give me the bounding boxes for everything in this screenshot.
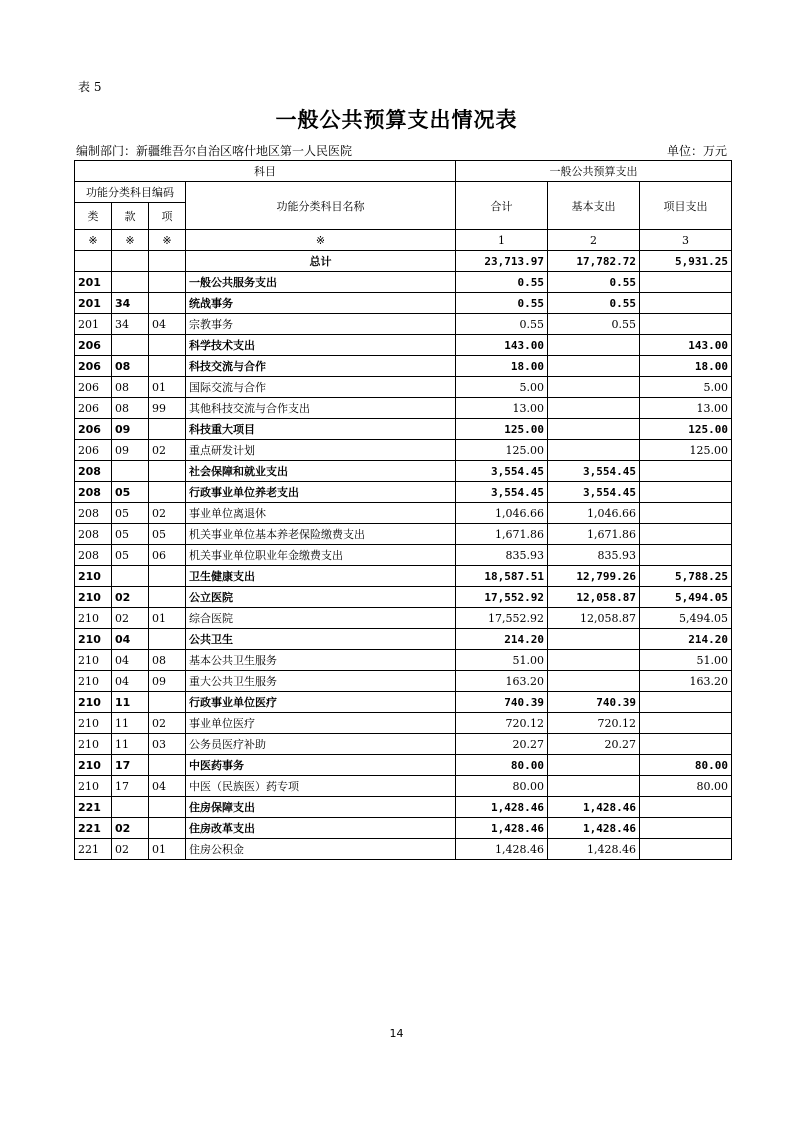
item-name: 重点研发计划 bbox=[186, 440, 456, 461]
item-name: 总计 bbox=[186, 251, 456, 272]
code-lei: 208 bbox=[75, 461, 112, 482]
table-row bbox=[75, 608, 732, 629]
header-func-code: 功能分类科目编码 bbox=[75, 182, 186, 203]
code-xiang bbox=[149, 692, 186, 713]
page-title: 一般公共预算支出情况表 bbox=[275, 108, 518, 132]
code-xiang bbox=[149, 356, 186, 377]
code-lei: 206 bbox=[75, 335, 112, 356]
code-kuan: 08 bbox=[112, 356, 149, 377]
code-kuan: 05 bbox=[112, 503, 149, 524]
code-lei: 208 bbox=[75, 524, 112, 545]
page-number: 14 bbox=[389, 1027, 404, 1040]
amount-total: 1,671.86 bbox=[456, 524, 548, 545]
amount-project bbox=[640, 692, 732, 713]
amount-project bbox=[640, 545, 732, 566]
code-lei: 206 bbox=[75, 419, 112, 440]
code-lei: 210 bbox=[75, 629, 112, 650]
amount-total: 163.20 bbox=[456, 671, 548, 692]
code-kuan: 05 bbox=[112, 482, 149, 503]
header-lei: 类 bbox=[75, 203, 112, 230]
amount-basic: 1,671.86 bbox=[548, 524, 640, 545]
item-name: 科技重大项目 bbox=[186, 419, 456, 440]
code-xiang bbox=[149, 587, 186, 608]
table-row bbox=[75, 377, 732, 398]
item-name: 住房保障支出 bbox=[186, 797, 456, 818]
amount-project: 80.00 bbox=[640, 755, 732, 776]
amount-basic bbox=[548, 377, 640, 398]
code-xiang bbox=[149, 818, 186, 839]
code-kuan bbox=[112, 335, 149, 356]
header-func-name: 功能分类科目名称 bbox=[186, 182, 456, 230]
amount-basic bbox=[548, 398, 640, 419]
amount-project: 13.00 bbox=[640, 398, 732, 419]
amount-total: 143.00 bbox=[456, 335, 548, 356]
amount-project: 5.00 bbox=[640, 377, 732, 398]
code-xiang: 09 bbox=[149, 671, 186, 692]
code-lei: 208 bbox=[75, 545, 112, 566]
code-xiang bbox=[149, 797, 186, 818]
table-row bbox=[75, 356, 732, 377]
amount-total: 740.39 bbox=[456, 692, 548, 713]
item-name: 科学技术支出 bbox=[186, 335, 456, 356]
code-xiang: 99 bbox=[149, 398, 186, 419]
code-xiang bbox=[149, 461, 186, 482]
amount-total: 0.55 bbox=[456, 272, 548, 293]
header-total: 合计 bbox=[456, 182, 548, 230]
amount-project: 163.20 bbox=[640, 671, 732, 692]
code-xiang: 02 bbox=[149, 440, 186, 461]
code-xiang: 01 bbox=[149, 839, 186, 860]
amount-total: 720.12 bbox=[456, 713, 548, 734]
header-basic: 基本支出 bbox=[548, 182, 640, 230]
table-row bbox=[75, 524, 732, 545]
code-kuan: 11 bbox=[112, 713, 149, 734]
mark-xiang: ※ bbox=[149, 230, 186, 251]
code-lei: 210 bbox=[75, 755, 112, 776]
amount-basic: 3,554.45 bbox=[548, 482, 640, 503]
code-xiang: 02 bbox=[149, 503, 186, 524]
amount-project: 5,494.05 bbox=[640, 587, 732, 608]
amount-basic bbox=[548, 629, 640, 650]
amount-total: 835.93 bbox=[456, 545, 548, 566]
item-name: 行政事业单位医疗 bbox=[186, 692, 456, 713]
mark-name: ※ bbox=[186, 230, 456, 251]
item-name: 基本公共卫生服务 bbox=[186, 650, 456, 671]
table-row bbox=[75, 713, 732, 734]
amount-project bbox=[640, 797, 732, 818]
code-xiang bbox=[149, 272, 186, 293]
amount-basic bbox=[548, 755, 640, 776]
code-lei: 208 bbox=[75, 503, 112, 524]
item-name: 行政事业单位养老支出 bbox=[186, 482, 456, 503]
table-row bbox=[75, 692, 732, 713]
code-lei: 221 bbox=[75, 818, 112, 839]
code-kuan: 02 bbox=[112, 608, 149, 629]
amount-project: 5,494.05 bbox=[640, 608, 732, 629]
header-row-4 bbox=[75, 230, 732, 251]
amount-total: 13.00 bbox=[456, 398, 548, 419]
table-row bbox=[75, 503, 732, 524]
code-xiang bbox=[149, 566, 186, 587]
table-row bbox=[75, 482, 732, 503]
code-lei: 208 bbox=[75, 482, 112, 503]
code-kuan: 11 bbox=[112, 692, 149, 713]
table-row bbox=[75, 629, 732, 650]
header-xiang: 项 bbox=[149, 203, 186, 230]
amount-project bbox=[640, 713, 732, 734]
amount-project bbox=[640, 524, 732, 545]
amount-project: 143.00 bbox=[640, 335, 732, 356]
amount-basic: 0.55 bbox=[548, 314, 640, 335]
amount-project bbox=[640, 314, 732, 335]
amount-basic: 740.39 bbox=[548, 692, 640, 713]
code-lei: 210 bbox=[75, 776, 112, 797]
code-kuan bbox=[112, 251, 149, 272]
code-xiang bbox=[149, 629, 186, 650]
amount-basic: 3,554.45 bbox=[548, 461, 640, 482]
code-kuan: 34 bbox=[112, 293, 149, 314]
code-kuan: 09 bbox=[112, 440, 149, 461]
code-lei: 210 bbox=[75, 713, 112, 734]
amount-basic: 720.12 bbox=[548, 713, 640, 734]
code-xiang bbox=[149, 293, 186, 314]
code-xiang: 06 bbox=[149, 545, 186, 566]
code-xiang: 01 bbox=[149, 377, 186, 398]
code-lei: 221 bbox=[75, 797, 112, 818]
amount-basic: 1,428.46 bbox=[548, 797, 640, 818]
table-row bbox=[75, 734, 732, 755]
item-name: 事业单位离退休 bbox=[186, 503, 456, 524]
code-kuan: 05 bbox=[112, 545, 149, 566]
amount-basic: 12,058.87 bbox=[548, 608, 640, 629]
item-name: 综合医院 bbox=[186, 608, 456, 629]
item-name: 卫生健康支出 bbox=[186, 566, 456, 587]
compiling-department: 编制部门：新疆维吾尔自治区喀什地区第一人民医院 bbox=[76, 144, 353, 158]
item-name: 事业单位医疗 bbox=[186, 713, 456, 734]
item-name: 公共卫生 bbox=[186, 629, 456, 650]
amount-project: 18.00 bbox=[640, 356, 732, 377]
header-row-2 bbox=[75, 182, 732, 203]
amount-total: 80.00 bbox=[456, 776, 548, 797]
table-row bbox=[75, 419, 732, 440]
table-row bbox=[75, 293, 732, 314]
code-lei: 210 bbox=[75, 566, 112, 587]
item-name: 公立医院 bbox=[186, 587, 456, 608]
code-xiang: 01 bbox=[149, 608, 186, 629]
amount-total: 80.00 bbox=[456, 755, 548, 776]
amount-total: 23,713.97 bbox=[456, 251, 548, 272]
amount-project: 5,931.25 bbox=[640, 251, 732, 272]
header-project: 项目支出 bbox=[640, 182, 732, 230]
unit-label: 单位：万元 bbox=[666, 144, 727, 158]
amount-project bbox=[640, 293, 732, 314]
table-row bbox=[75, 335, 732, 356]
item-name: 重大公共卫生服务 bbox=[186, 671, 456, 692]
amount-total: 125.00 bbox=[456, 440, 548, 461]
amount-project bbox=[640, 734, 732, 755]
item-name: 科技交流与合作 bbox=[186, 356, 456, 377]
code-kuan: 08 bbox=[112, 377, 149, 398]
amount-total: 3,554.45 bbox=[456, 482, 548, 503]
code-kuan: 02 bbox=[112, 587, 149, 608]
table-row bbox=[75, 440, 732, 461]
table-row bbox=[75, 776, 732, 797]
code-xiang: 05 bbox=[149, 524, 186, 545]
code-kuan bbox=[112, 797, 149, 818]
table-row bbox=[75, 587, 732, 608]
code-xiang bbox=[149, 335, 186, 356]
amount-project: 214.20 bbox=[640, 629, 732, 650]
amount-project: 51.00 bbox=[640, 650, 732, 671]
amount-total: 51.00 bbox=[456, 650, 548, 671]
code-xiang bbox=[149, 251, 186, 272]
item-name: 国际交流与合作 bbox=[186, 377, 456, 398]
code-xiang bbox=[149, 755, 186, 776]
amount-basic: 12,799.26 bbox=[548, 566, 640, 587]
item-name: 机关事业单位职业年金缴费支出 bbox=[186, 545, 456, 566]
code-kuan: 04 bbox=[112, 671, 149, 692]
code-kuan: 04 bbox=[112, 629, 149, 650]
index-3: 3 bbox=[640, 230, 732, 251]
item-name: 其他科技交流与合作支出 bbox=[186, 398, 456, 419]
table-row bbox=[75, 797, 732, 818]
amount-project: 80.00 bbox=[640, 776, 732, 797]
code-xiang: 08 bbox=[149, 650, 186, 671]
item-name: 一般公共服务支出 bbox=[186, 272, 456, 293]
mark-kuan: ※ bbox=[112, 230, 149, 251]
amount-total: 1,428.46 bbox=[456, 797, 548, 818]
item-name: 宗教事务 bbox=[186, 314, 456, 335]
code-kuan bbox=[112, 461, 149, 482]
table-row bbox=[75, 839, 732, 860]
amount-project bbox=[640, 272, 732, 293]
index-2: 2 bbox=[548, 230, 640, 251]
amount-total: 18,587.51 bbox=[456, 566, 548, 587]
amount-project bbox=[640, 482, 732, 503]
amount-total: 17,552.92 bbox=[456, 608, 548, 629]
code-kuan: 02 bbox=[112, 818, 149, 839]
code-xiang: 04 bbox=[149, 314, 186, 335]
code-lei: 206 bbox=[75, 398, 112, 419]
code-kuan: 09 bbox=[112, 419, 149, 440]
amount-total: 3,554.45 bbox=[456, 461, 548, 482]
code-lei: 201 bbox=[75, 314, 112, 335]
code-xiang bbox=[149, 482, 186, 503]
amount-basic bbox=[548, 776, 640, 797]
table-row bbox=[75, 818, 732, 839]
amount-basic: 835.93 bbox=[548, 545, 640, 566]
amount-total: 1,428.46 bbox=[456, 839, 548, 860]
code-lei: 210 bbox=[75, 650, 112, 671]
header-subject: 科目 bbox=[75, 161, 456, 182]
code-lei: 206 bbox=[75, 377, 112, 398]
amount-total: 1,428.46 bbox=[456, 818, 548, 839]
amount-project bbox=[640, 461, 732, 482]
code-lei: 206 bbox=[75, 440, 112, 461]
code-kuan: 02 bbox=[112, 839, 149, 860]
item-name: 中医药事务 bbox=[186, 755, 456, 776]
amount-project: 5,788.25 bbox=[640, 566, 732, 587]
amount-total: 0.55 bbox=[456, 314, 548, 335]
amount-total: 0.55 bbox=[456, 293, 548, 314]
code-kuan bbox=[112, 272, 149, 293]
table-row bbox=[75, 398, 732, 419]
table-row bbox=[75, 272, 732, 293]
code-kuan: 17 bbox=[112, 755, 149, 776]
amount-basic: 0.55 bbox=[548, 293, 640, 314]
code-lei: 210 bbox=[75, 692, 112, 713]
amount-total: 20.27 bbox=[456, 734, 548, 755]
amount-project: 125.00 bbox=[640, 440, 732, 461]
table-row bbox=[75, 755, 732, 776]
amount-project bbox=[640, 503, 732, 524]
code-lei: 210 bbox=[75, 734, 112, 755]
table-row bbox=[75, 545, 732, 566]
code-xiang: 03 bbox=[149, 734, 186, 755]
amount-basic bbox=[548, 356, 640, 377]
budget-table bbox=[74, 160, 732, 860]
amount-project bbox=[640, 818, 732, 839]
code-lei: 201 bbox=[75, 293, 112, 314]
code-kuan: 08 bbox=[112, 398, 149, 419]
amount-basic: 17,782.72 bbox=[548, 251, 640, 272]
item-name: 住房公积金 bbox=[186, 839, 456, 860]
code-lei: 221 bbox=[75, 839, 112, 860]
header-budget: 一般公共预算支出 bbox=[456, 161, 732, 182]
code-lei: 210 bbox=[75, 587, 112, 608]
amount-project: 125.00 bbox=[640, 419, 732, 440]
code-xiang bbox=[149, 419, 186, 440]
item-name: 社会保障和就业支出 bbox=[186, 461, 456, 482]
table-number: 表 5 bbox=[78, 80, 102, 94]
amount-total: 17,552.92 bbox=[456, 587, 548, 608]
amount-basic: 20.27 bbox=[548, 734, 640, 755]
table-row bbox=[75, 566, 732, 587]
code-kuan: 05 bbox=[112, 524, 149, 545]
code-lei: 210 bbox=[75, 671, 112, 692]
code-xiang: 04 bbox=[149, 776, 186, 797]
amount-basic: 12,058.87 bbox=[548, 587, 640, 608]
amount-basic: 1,428.46 bbox=[548, 818, 640, 839]
amount-total: 125.00 bbox=[456, 419, 548, 440]
code-kuan: 11 bbox=[112, 734, 149, 755]
code-lei bbox=[75, 251, 112, 272]
amount-total: 1,046.66 bbox=[456, 503, 548, 524]
header-row-1 bbox=[75, 161, 732, 182]
amount-project bbox=[640, 839, 732, 860]
amount-basic: 1,428.46 bbox=[548, 839, 640, 860]
total-row bbox=[75, 251, 732, 272]
table-row bbox=[75, 671, 732, 692]
amount-basic bbox=[548, 671, 640, 692]
code-lei: 206 bbox=[75, 356, 112, 377]
amount-basic: 1,046.66 bbox=[548, 503, 640, 524]
amount-basic bbox=[548, 335, 640, 356]
code-lei: 210 bbox=[75, 608, 112, 629]
table-row bbox=[75, 461, 732, 482]
amount-basic: 0.55 bbox=[548, 272, 640, 293]
amount-total: 214.20 bbox=[456, 629, 548, 650]
table-row bbox=[75, 650, 732, 671]
index-1: 1 bbox=[456, 230, 548, 251]
amount-basic bbox=[548, 650, 640, 671]
code-kuan bbox=[112, 566, 149, 587]
amount-total: 5.00 bbox=[456, 377, 548, 398]
code-lei: 201 bbox=[75, 272, 112, 293]
item-name: 机关事业单位基本养老保险缴费支出 bbox=[186, 524, 456, 545]
amount-total: 18.00 bbox=[456, 356, 548, 377]
amount-basic bbox=[548, 419, 640, 440]
item-name: 住房改革支出 bbox=[186, 818, 456, 839]
mark-lei: ※ bbox=[75, 230, 112, 251]
code-kuan: 04 bbox=[112, 650, 149, 671]
amount-basic bbox=[548, 440, 640, 461]
code-xiang: 02 bbox=[149, 713, 186, 734]
code-kuan: 17 bbox=[112, 776, 149, 797]
header-kuan: 款 bbox=[112, 203, 149, 230]
table-row bbox=[75, 314, 732, 335]
code-kuan: 34 bbox=[112, 314, 149, 335]
item-name: 公务员医疗补助 bbox=[186, 734, 456, 755]
item-name: 中医（民族医）药专项 bbox=[186, 776, 456, 797]
item-name: 统战事务 bbox=[186, 293, 456, 314]
